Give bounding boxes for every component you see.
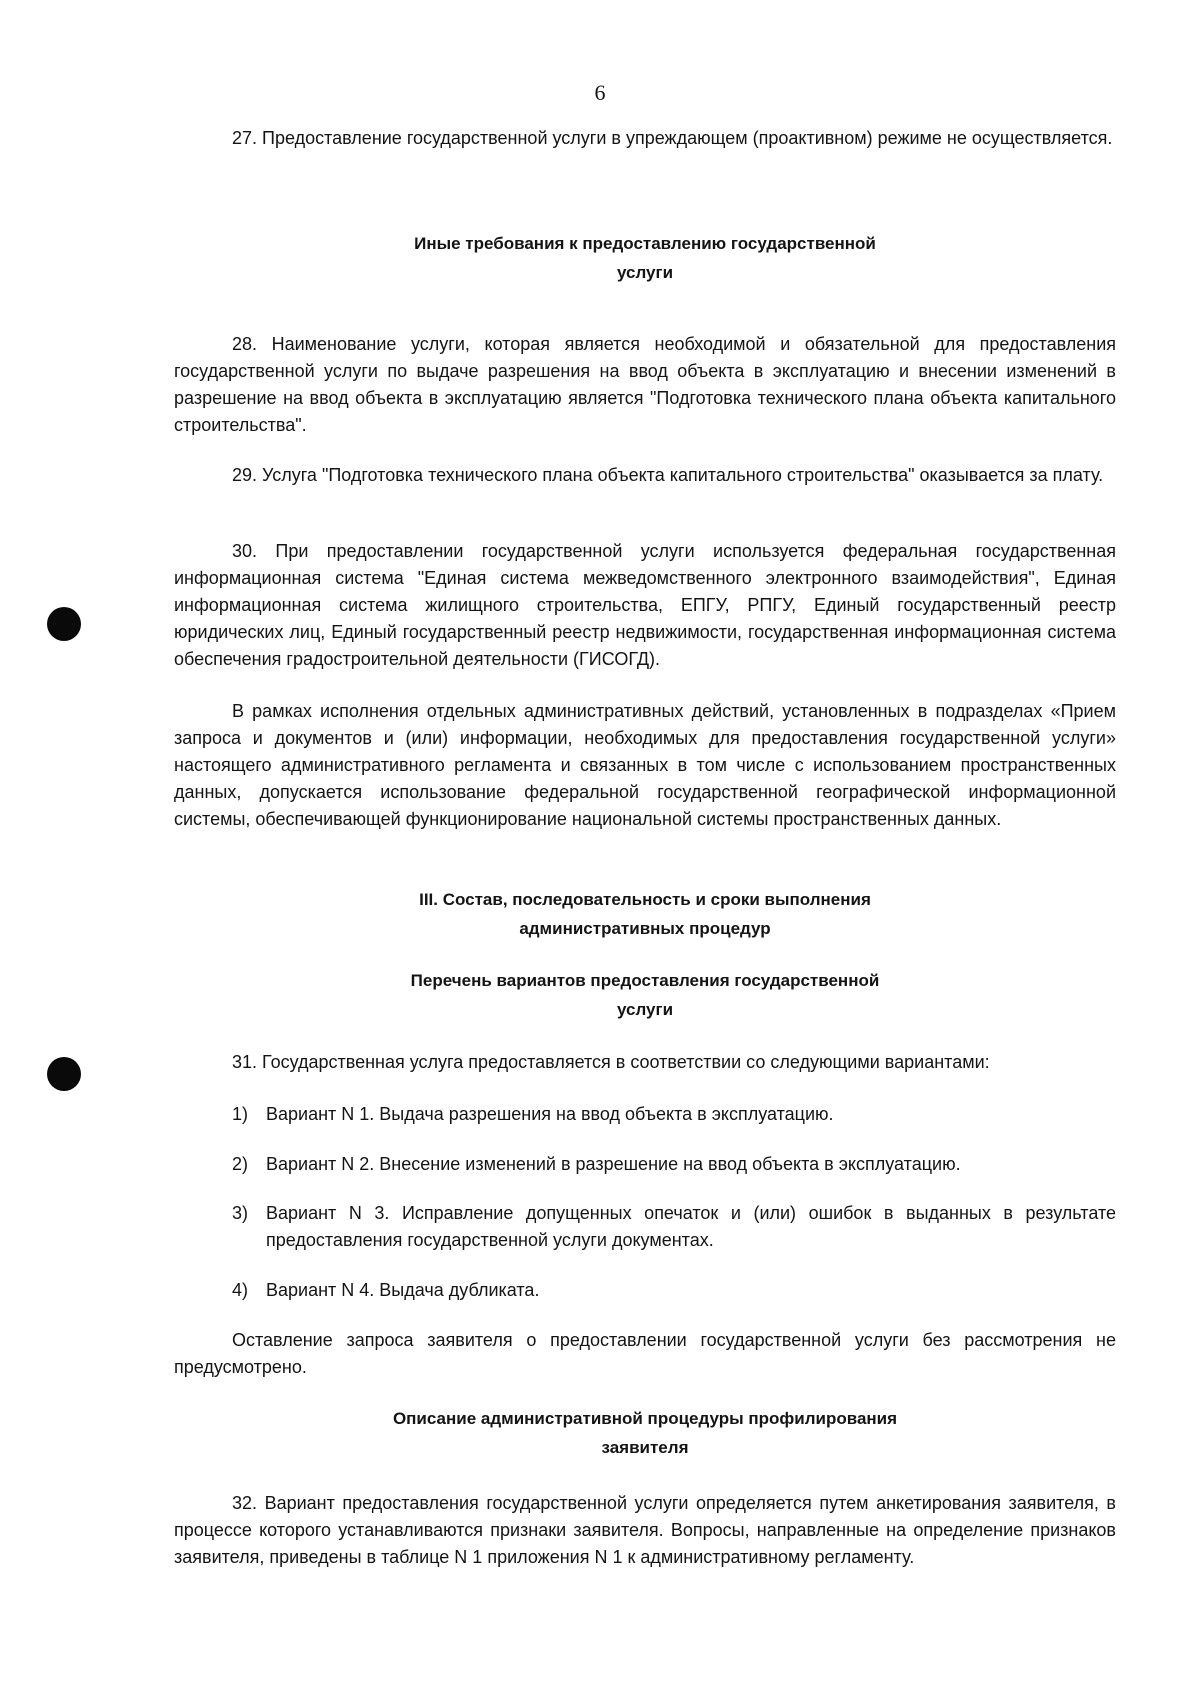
heading-section-3 [174, 885, 1116, 943]
heading-line: Перечень вариантов предоставления государственной [410, 971, 880, 990]
variant-number: 1) [232, 1104, 249, 1124]
page-number: 6 [594, 80, 606, 105]
variant-text: Вариант N 2. Внесение изменений в разрешение на ввод объекта в эксплуатацию. [266, 1154, 961, 1174]
variant-text: Вариант N 3. Исправление допущенных опечаток и (или) ошибок в выданных в результате предоставления государственной услуги документах. [266, 1203, 1116, 1250]
paragraph-27: 27. Предоставление государственной услуги в упреждающем (проактивном) режиме не осуществляется. [232, 128, 1113, 148]
variant-number: 4) [232, 1280, 249, 1300]
heading-line: Иные требования к предоставлению государственной [414, 234, 876, 253]
heading-line: III. Состав, последовательность и сроки выполнения [419, 890, 871, 909]
heading-line: заявителя [601, 1438, 689, 1457]
heading-line: административных процедур [519, 919, 771, 938]
paragraph-30-continued: В рамках исполнения отдельных административных действий, установленных в подразделах «Прием запроса и документов и (или) информации, необходимых для предоставления государственной услуги» настоящего административного регламента и связанных в том числе с использованием пространственных данных, допускается использование федеральной государственной географической информационной системы, обеспечивающей функционирование национальной системы пространственных данных. [174, 701, 1116, 829]
paragraph-no-rejection: Оставление запроса заявителя о предоставлении государственной услуги без рассмотрения не предусмотрено. [174, 1330, 1116, 1377]
variant-number: 3) [232, 1203, 249, 1223]
variant-item [232, 1277, 1116, 1304]
heading-line: Описание административной процедуры профилирования [392, 1409, 898, 1428]
hole-punch-mark [47, 1057, 81, 1091]
heading-line: услуги [616, 263, 674, 282]
paragraph-29: 29. Услуга "Подготовка технического плана объекта капитального строительства" оказывается за плату. [232, 465, 1104, 485]
variant-item [232, 1200, 1116, 1254]
hole-punch-mark [47, 607, 81, 641]
variant-text: Вариант N 1. Выдача разрешения на ввод объекта в эксплуатацию. [266, 1104, 834, 1124]
heading-other-requirements [174, 229, 1116, 287]
paragraph-31: 31. Государственная услуга предоставляется в соответствии со следующими вариантами: [232, 1052, 990, 1072]
paragraph-32: 32. Вариант предоставления государственной услуги определяется путем анкетирования заявителя, в процессе которого устанавливаются признаки заявителя. Вопросы, направленные на определение признаков заявителя, приведены в таблице N 1 приложения N 1 к административному регламенту. [174, 1493, 1116, 1567]
variant-item [232, 1101, 1116, 1128]
paragraph-28: 28. Наименование услуги, которая является необходимой и обязательной для предоставления государственной услуги по выдаче разрешения на ввод объекта в эксплуатацию и внесении изменений в разрешение на ввод объекта в эксплуатацию является "Подготовка технического плана объекта капитального строительства". [174, 334, 1116, 435]
heading-variants [174, 966, 1116, 1024]
variant-item [232, 1151, 1116, 1178]
paragraph-30: 30. При предоставлении государственной услуги используется федеральная государственная информационная система "Единая система межведомственного электронного взаимодействия", Единая информационная система жилищного строительства, ЕПГУ, РПГУ, Единый государственный реестр юридических лиц, Единый государственный реестр недвижимости, государственная информационная система обеспечения градостроительной деятельности (ГИСОГД). [174, 541, 1116, 669]
variant-text: Вариант N 4. Выдача дубликата. [266, 1280, 540, 1300]
variant-number: 2) [232, 1154, 249, 1174]
heading-profiling [174, 1404, 1116, 1462]
heading-line: услуги [616, 1000, 674, 1019]
